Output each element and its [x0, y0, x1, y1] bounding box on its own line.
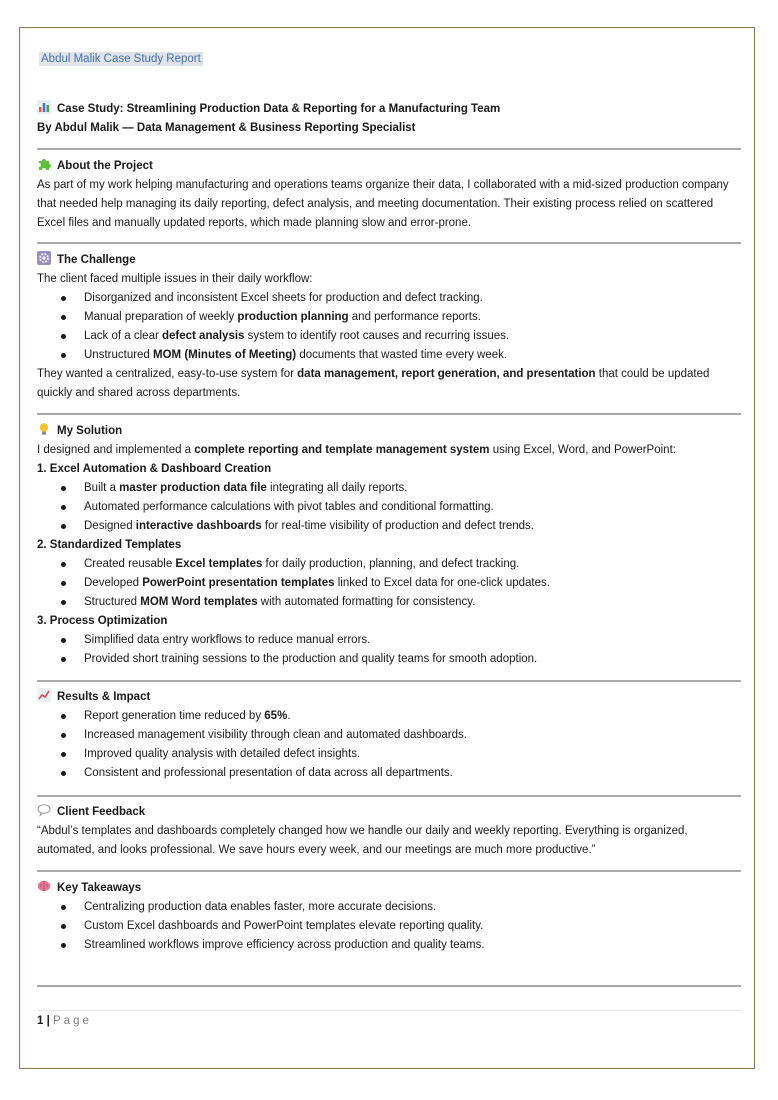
bar-chart-icon	[37, 100, 51, 114]
divider	[37, 985, 741, 987]
page-label: Page	[53, 1015, 92, 1027]
list-item-text: Provided short training sessions to the production and quality teams for smooth adoption.	[84, 653, 538, 665]
list-item-bold: master production data file	[119, 482, 267, 494]
doc-title	[37, 100, 742, 119]
list-item	[37, 574, 742, 593]
list-item-text: Unstructured	[84, 349, 154, 361]
list-item-text: with automated formatting for consistency.	[257, 596, 476, 608]
header-title: Abdul Malik Case Study Report	[41, 53, 201, 65]
feedback-section	[37, 803, 742, 860]
takeaways-heading	[37, 879, 742, 898]
doc-title-text: Case Study: Streamlining Production Data & Reporting for a Manufacturing Team	[57, 103, 501, 115]
list-item-text: Centralizing production data enables faster, more accurate decisions.	[84, 901, 437, 913]
takeaways-heading-text: Key Takeaways	[57, 882, 142, 894]
list-item	[37, 936, 742, 955]
list-item-bold: defect analysis	[161, 330, 245, 342]
chart-increasing-icon	[37, 688, 51, 702]
list-item	[37, 631, 742, 650]
divider	[37, 795, 741, 797]
speech-balloon-icon	[37, 803, 51, 817]
brain-icon	[37, 879, 51, 893]
challenge-heading-text: The Challenge	[57, 254, 136, 266]
doc-byline: By Abdul Malik — Data Management & Business Reporting Specialist	[37, 122, 416, 134]
feedback-quote: “Abdul’s templates and dashboards completely changed how we handle our daily and weekly reporting. Everything is organized, automated, and looks professional. We save hours every week, and our meetings are much more productive.”	[37, 825, 688, 856]
list-item-text: Designed	[84, 520, 136, 532]
list-item	[37, 327, 742, 346]
list-item-text: documents that wasted time every week.	[296, 349, 508, 361]
list-item-bold: interactive dashboards	[135, 520, 262, 532]
about-heading-text: About the Project	[57, 160, 153, 172]
light-bulb-icon	[37, 422, 51, 436]
challenge-intro: The client faced multiple issues in their daily workflow:	[37, 273, 313, 285]
subsection-title: 1. Excel Automation & Dashboard Creation	[37, 463, 272, 475]
list-item-bold: 65%	[264, 710, 288, 722]
list-item-text: Custom Excel dashboards and PowerPoint templates elevate reporting quality.	[84, 920, 484, 932]
list-item	[37, 479, 742, 498]
list-item-text: Simplified data entry workflows to reduce manual errors.	[84, 634, 371, 646]
divider	[37, 413, 741, 415]
list-item-text: and performance reports.	[348, 311, 481, 323]
list-item	[37, 764, 742, 783]
intro-text: using Excel, Word, and PowerPoint:	[489, 444, 676, 456]
solution-intro	[37, 441, 742, 460]
list-item	[37, 917, 742, 936]
list-item-text: Automated performance calculations with pivot tables and conditional formatting.	[84, 501, 494, 513]
list-item-text: Improved quality analysis with detailed defect insights.	[84, 748, 361, 760]
list-item-text: .	[287, 710, 291, 722]
challenge-outro	[37, 365, 742, 403]
list-item-text: integrating all daily reports.	[266, 482, 408, 494]
outro-bold: data management, report generation, and presentation	[297, 368, 596, 380]
takeaways-section	[37, 879, 742, 955]
list-item	[37, 308, 742, 327]
list-item-bold: MOM (Minutes of Meeting)	[153, 349, 297, 361]
intro-text: I designed and implemented a	[37, 444, 195, 456]
results-section	[37, 688, 742, 783]
list-item-text: Increased management visibility through clean and automated dashboards.	[84, 729, 467, 741]
list-item-text: Developed	[84, 577, 143, 589]
list-item-text: Lack of a clear	[84, 330, 162, 342]
list-item-bold: MOM Word templates	[140, 596, 258, 608]
puzzle-piece-icon	[37, 157, 51, 171]
list-item	[37, 346, 742, 365]
about-section	[37, 157, 742, 233]
solution-section	[37, 422, 742, 669]
footer-divider	[37, 1010, 741, 1011]
challenge-section	[37, 251, 742, 403]
outro-text: that could be updated quickly and shared across departments.	[37, 368, 710, 399]
divider	[37, 148, 741, 150]
divider	[37, 680, 741, 682]
list-item	[37, 517, 742, 536]
list-item-bold: PowerPoint presentation templates	[142, 577, 335, 589]
divider	[37, 870, 741, 872]
list-item-text: Disorganized and inconsistent Excel sheets for production and defect tracking.	[84, 292, 483, 304]
list-item	[37, 898, 742, 917]
list-item-text: Streamlined workflows improve efficiency across production and quality teams.	[84, 939, 485, 951]
list-item-text: for real-time visibility of production and defect trends.	[261, 520, 534, 532]
list-item-text: Manual preparation of weekly	[84, 311, 238, 323]
list-item	[37, 650, 742, 669]
solution-heading	[37, 422, 742, 441]
list-item-text: for daily production, planning, and defect tracking.	[262, 558, 520, 570]
results-heading-text: Results & Impact	[57, 691, 151, 703]
subsection-title: 2. Standardized Templates	[37, 539, 182, 551]
page-footer	[37, 1015, 92, 1027]
list-item-text: Consistent and professional presentation of data across all departments.	[84, 767, 453, 779]
list-item	[37, 289, 742, 308]
subsection-title: 3. Process Optimization	[37, 615, 168, 627]
list-item-text: Created reusable	[84, 558, 176, 570]
results-heading	[37, 688, 742, 707]
intro-bold: complete reporting and template management system	[194, 444, 490, 456]
list-item	[37, 745, 742, 764]
outro-text: They wanted a centralized, easy-to-use system for	[37, 368, 298, 380]
list-item-text: Report generation time reduced by	[84, 710, 265, 722]
solution-heading-text: My Solution	[57, 425, 123, 437]
gear-icon	[37, 251, 51, 265]
list-item-text: system to identify root causes and recurring issues.	[244, 330, 510, 342]
list-item-text: Built a	[84, 482, 120, 494]
list-item-bold: Excel templates	[175, 558, 263, 570]
feedback-heading	[37, 803, 742, 822]
list-item	[37, 555, 742, 574]
feedback-heading-text: Client Feedback	[57, 806, 146, 818]
about-text: As part of my work helping manufacturing and operations teams organize their data, I collaborated with a mid-sized production company that needed help managing its daily reporting, defect analysis, and meeting documentation. Their existing process relied on scattered Excel files and manually updated reports, which made planning slow and error-prone.	[37, 179, 729, 229]
list-item-text: Structured	[84, 596, 141, 608]
page-separator: |	[43, 1015, 54, 1027]
list-item	[37, 593, 742, 612]
page-number: 1	[37, 1015, 44, 1027]
about-heading	[37, 157, 742, 176]
challenge-heading	[37, 251, 742, 270]
list-item	[37, 707, 742, 726]
list-item	[37, 498, 742, 517]
divider	[37, 242, 741, 244]
list-item-bold: production planning	[237, 311, 349, 323]
title-block	[37, 100, 742, 138]
list-item-text: linked to Excel data for one-click updates.	[334, 577, 550, 589]
list-item	[37, 726, 742, 745]
